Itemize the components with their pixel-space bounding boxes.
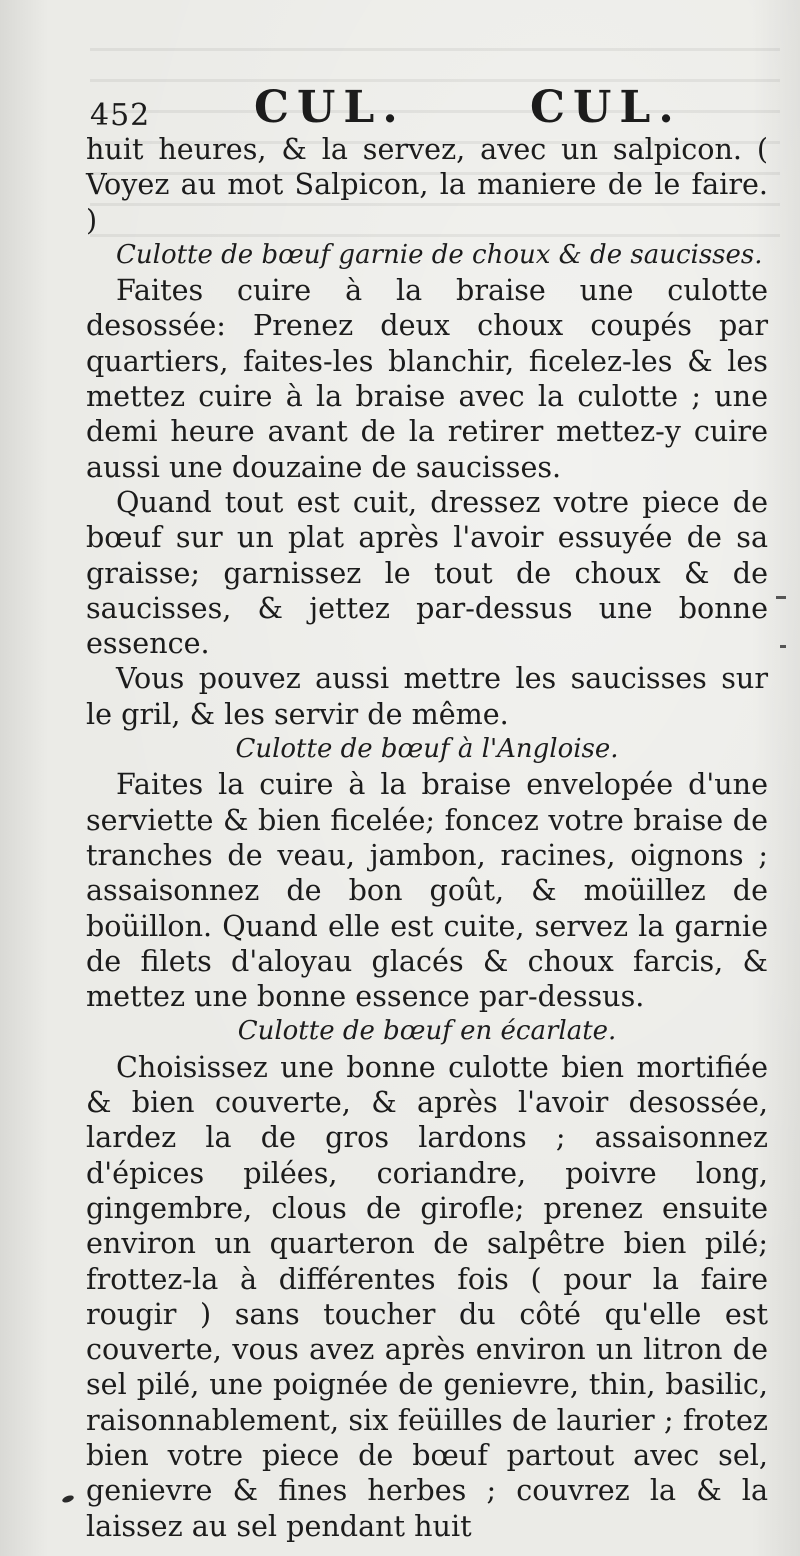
ink-speck [61,1494,74,1504]
recipe-heading-angloise: Culotte de bœuf à l'Angloise. [235,734,619,765]
recipe-heading-choux-saucisses: Culotte de bœuf garnie de choux & de saucisses. [116,239,763,270]
paragraph: Vous pouvez aussi mettre les saucisses sur le gril, & les servir de même. [86,661,768,731]
page-header [90,82,770,134]
paragraph: Choisissez une bonne culotte bien mortifiée & bien couverte, & après l'avoir desossée, lardez la de gros lardons ; assaisonnez d'épices pilées, coriandre, poivre long, gingembre, clous de girofle; prenez ensuite environ un quarteron de salpêtre bien pilé; frottez-la à différentes fois ( pour la faire rougir ) sans toucher du côté qu'elle est couverte, vous avez après environ un litron de sel pilé, une poignée de genievre, thin, basilic, raisonnablement, six feüilles de laurier ; frotez bien votre piece de bœuf partout avec sel, genievre & fines herbes ; couvrez la & la laissez au sel pendant huit [86,1049,768,1543]
recipe-heading-ecarlate: Culotte de bœuf en écarlate. [237,1016,617,1047]
page-number: 452 [90,98,151,133]
ink-speck [780,645,786,648]
paragraph: Quand tout est cuit, dressez votre piece de bœuf sur un plat après l'avoir essuyée de sa graisse; garnissez le tout de choux & de saucisses, & jettez par-dessus une bonne essence. [86,484,768,661]
running-head-right: CUL. [530,82,682,133]
paragraph-continued: huit heures, & la servez, avec un salpicon. ( Voyez au mot Salpicon, la maniere de le faire. ) [86,132,768,237]
paragraph: Faites la cuire à la braise envelopée d'une serviette & bien ficelée; foncez votre braise de tranches de veau, jambon, racines, oignons ; assaisonnez de bon goût, & moüillez de boüillon. Quand elle est cuite, servez la garnie de filets d'aloyau glacés & choux farcis, & mettez une bonne essence par-dessus. [86,767,768,1014]
paragraph: Faites cuire à la braise une culotte desossée: Prenez deux choux coupés par quartiers, faites-les blanchir, ficelez-les & les mettez cuire à la braise avec la culotte ; une demi heure avant de la retirer mettez-y cuire aussi une douzaine de saucisses. [86,273,768,484]
ink-speck [776,596,786,599]
page-body [86,132,768,1544]
running-head-left: CUL. [254,82,406,133]
